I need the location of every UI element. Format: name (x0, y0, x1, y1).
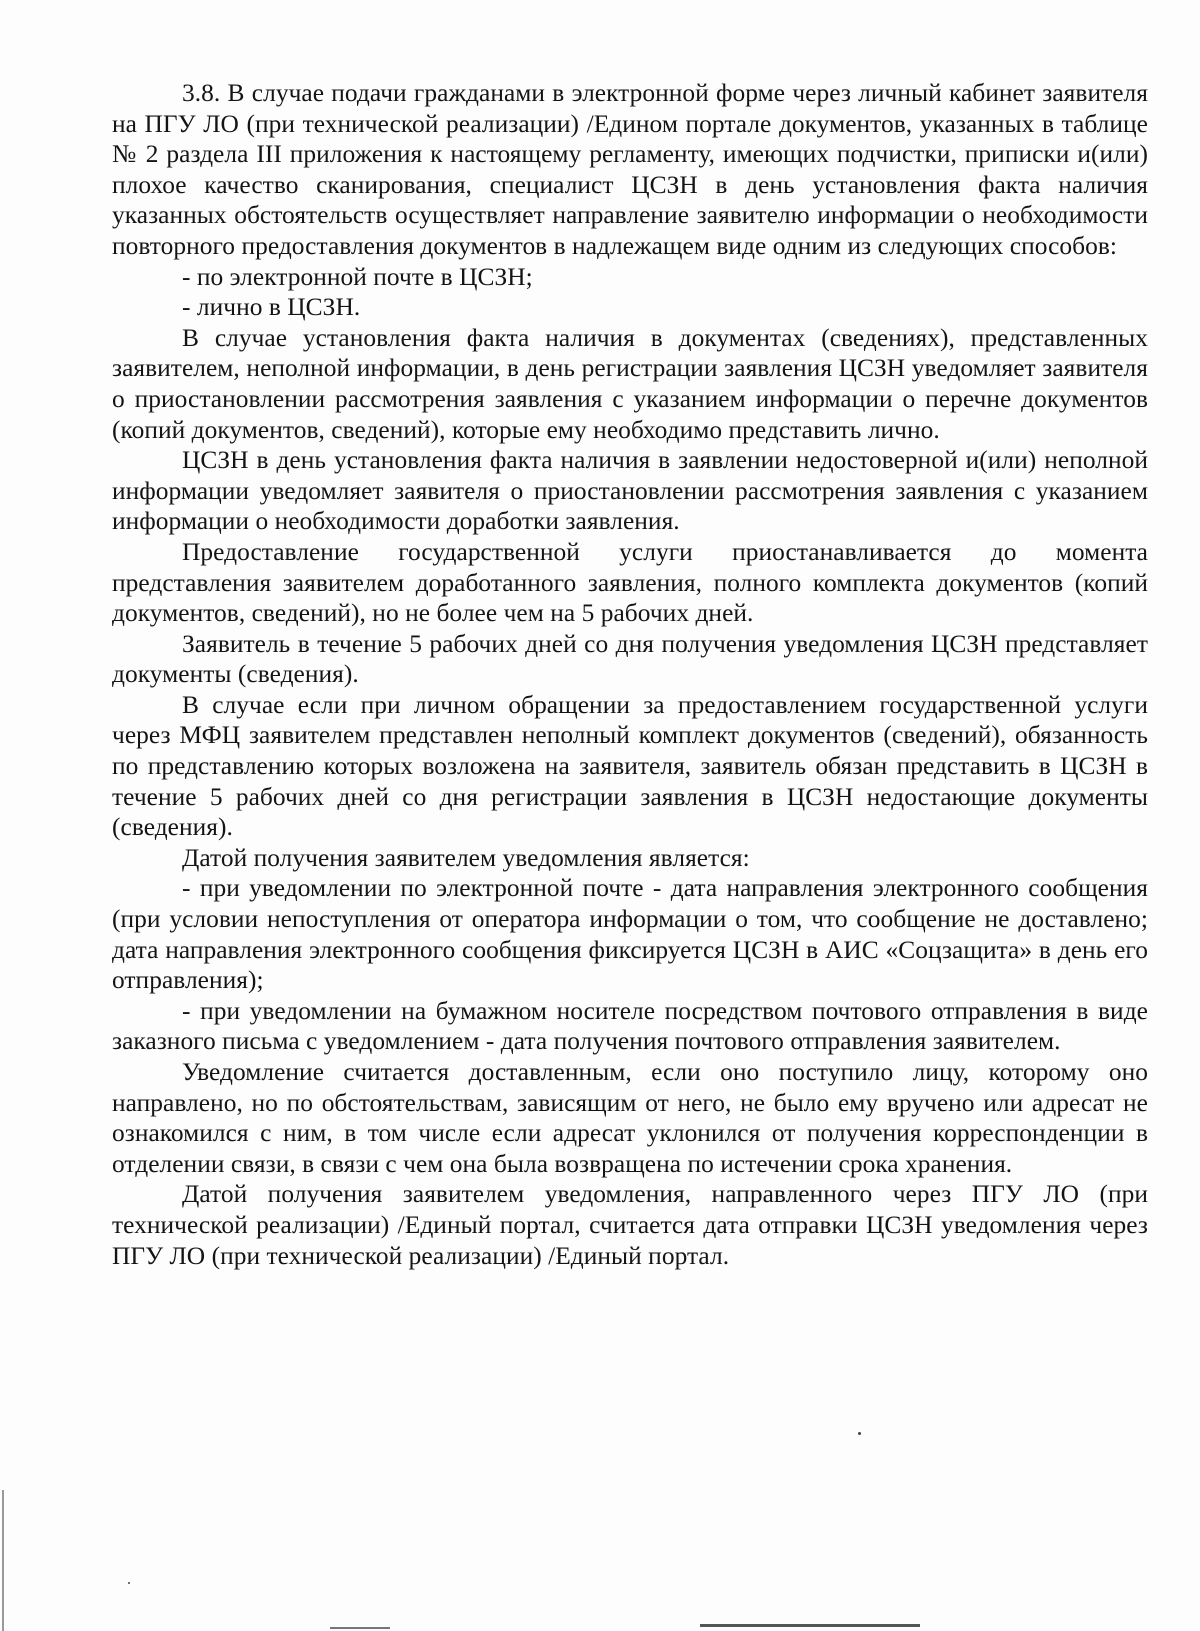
paragraph-suspension: Предоставление государственной услуги приостанавливается до момента представления заявителем доработанного заявления, полного комплекта документов (копий документов, сведений), но не более чем на 5 рабочих дней. (112, 537, 1148, 628)
paragraph-invalid-application: ЦСЗН в день установления факта наличия в заявлении недостоверной и(или) неполной информации уведомляет заявителя о приостановлении рассмотрения заявления с указанием информации о необходимости доработки заявления. (112, 446, 1148, 536)
paragraph-notification-date-heading: Датой получения заявителем уведомления является: (182, 843, 750, 872)
paragraph-portal-notification-date: Датой получения заявителем уведомления, направленного через ПГУ ЛО (при технической реализации) /Единый портал, считается дата отправки ЦСЗН уведомления через ПГУ ЛО (при технической реализации) /Единый портал. (112, 1180, 1148, 1270)
scan-edge-bottom (700, 1624, 920, 1627)
list-item-email-notification: - при уведомлении по электронной почте - дата направления электронного сообщения (при условии непоступления от оператора информации о том, что сообщение не доставлено; дата направления электронного сообщения фиксируется ЦСЗН в АИС «Соцзащита» в день его отправления); (112, 874, 1148, 995)
scan-speck (128, 1582, 130, 1584)
document-body (112, 78, 1148, 1271)
scan-speck (858, 1432, 861, 1435)
paragraph-mfc-incomplete: В случае если при личном обращении за предоставлением государственной услуги через МФЦ заявителем представлен неполный комплект документов (сведений), обязанность по представлению которых возложена на заявителя, заявитель обязан представить в ЦСЗН в течение 5 рабочих дней со дня регистрации заявления в ЦСЗН недостающие документы (сведения). (112, 690, 1148, 842)
paragraph-applicant-deadline: Заявитель в течение 5 рабочих дней со дня получения уведомления ЦСЗН представляет документы (сведения). (112, 629, 1148, 689)
paragraph-3-8: 3.8. В случае подачи гражданами в электронной форме через личный кабинет заявителя на ПГУ ЛО (при технической реализации) /Едином портале документов, указанных в таблице № 2 раздела III приложения к настоящему регламенту, имеющих подчистки, приписки и(или) плохое качество сканирования, специалист ЦСЗН в день установления факта наличия указанных обстоятельств осуществляет направление заявителю информации о необходимости повторного предоставления документов в надлежащем виде одним из следующих способов: (112, 79, 1148, 260)
list-item-email: - по электронной почте в ЦСЗН; (182, 262, 533, 291)
paragraph-delivered-notification: Уведомление считается доставленным, если оно поступило лицу, которому оно направлено, но по обстоятельствам, зависящим от него, не было ему вручено или адресат не ознакомился с ним, в том числе если адресат уклонился от получения корреспонденции в отделении связи, в связи с чем она была возвращена по истечении срока хранения. (112, 1058, 1148, 1178)
scan-edge-bottom (330, 1627, 390, 1629)
list-item-in-person: - лично в ЦСЗН. (182, 293, 361, 322)
scan-edge-left (2, 1490, 4, 1631)
paragraph-incomplete-info: В случае установления факта наличия в документах (сведениях), представленных заявителем, неполной информации, в день регистрации заявления ЦСЗН уведомляет заявителя о приостановлении рассмотрения заявления с указанием информации о перечне документов (копий документов, сведений), которые ему необходимо представить лично. (112, 323, 1148, 444)
list-item-paper-notification: - при уведомлении на бумажном носителе посредством почтового отправления в виде заказного письма с уведомлением - дата получения почтового отправления заявителем. (112, 996, 1148, 1056)
